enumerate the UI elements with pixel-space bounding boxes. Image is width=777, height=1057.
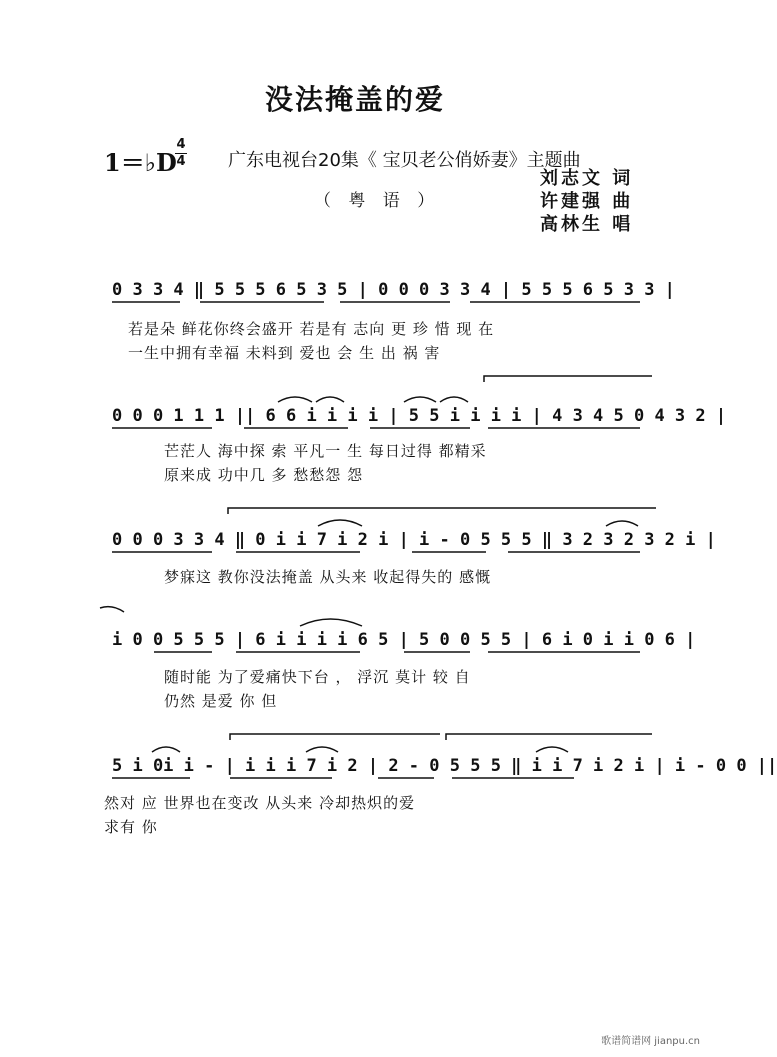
time-signature (174, 138, 188, 169)
system-1-lyrics-verse2: 一生中拥有幸福 未料到 爱也 会 生 出 祸 害 (128, 344, 441, 362)
volta-bracket-2b (446, 734, 652, 740)
credit-lyricist: 刘志文 词 (540, 168, 634, 189)
system-4-notes: i 0 0 5 5 5 | 6 i i i i 6 5 | 5 0 0 5 5 | 6 i 0 i i 0 6 | (112, 630, 696, 650)
system-3-lyrics-verse1: 梦寐这 教你没法掩盖 从头来 收起得失的 感慨 (164, 568, 492, 586)
slur (300, 619, 362, 626)
slur (404, 397, 436, 402)
song-title: 没法掩盖的爱 (264, 83, 445, 116)
volta-bracket-1b (230, 734, 440, 740)
slur (318, 520, 362, 526)
system-5-lyrics-verse2: 求有 你 (104, 818, 158, 836)
slur (152, 747, 180, 752)
credit-composer: 许建强 曲 (540, 191, 634, 212)
slur (306, 747, 338, 752)
system-2-lyrics-verse1: 芒茫人 海中探 索 平凡一 生 每日过得 都精采 (164, 442, 487, 460)
system-4-lyrics-verse2: 仍然 是爱 你 但 (164, 692, 278, 710)
system-4-lyrics-verse1: 随时能 为了爱痛快下台 ， 浮沉 莫计 较 自 (164, 668, 471, 686)
system-1-notes: 0 3 3 4 ‖ 5 5 5 6 5 3 5 | 0 0 0 3 3 4 | 5 5 5 6 5 3 3 | (112, 280, 675, 300)
time-signature-top: 4 (176, 137, 186, 152)
credit-singer: 高林生 唱 (540, 214, 634, 235)
system-5-lyrics-verse1: 然对 应 世界也在变改 从头来 冷却热炽的爱 (104, 794, 416, 812)
dialect-note: （ 粤 语 ） (314, 191, 441, 211)
system-2-lyrics-verse2: 原来成 功中几 多 愁愁怨 怨 (164, 466, 364, 484)
volta-bracket-2 (228, 508, 656, 514)
system-3-notes: 0 0 0 3 3 4 ‖ 0 i i 7 i 2 i | i - 0 5 5 5 ‖ 3 2 3 2 3 2 i | (112, 530, 716, 550)
slur (536, 747, 568, 752)
system-2-notes: 0 0 0 1 1 1 || 6 6 i i i i | 5 5 i i i i | 4 3 4 5 0 4 3 2 | (112, 406, 727, 426)
system-5-notes: 5 i 0i i - | i i i 7 i 2 | 2 - 0 5 5 5 ‖ i i 7 i 2 i | i - 0 0 || (112, 756, 777, 776)
slur (278, 397, 312, 402)
slur (606, 521, 638, 526)
time-signature-bottom: 4 (176, 154, 186, 169)
tie (100, 607, 124, 612)
slur (440, 397, 468, 402)
volta-bracket-1 (484, 376, 652, 382)
slur (316, 397, 344, 402)
key-signature: 1＝♭D (104, 148, 177, 177)
system-1-lyrics-verse1: 若是朵 鲜花你终会盛开 若是有 志向 更 珍 惜 现 在 (128, 320, 495, 338)
watermark: 歌谱简谱网 jianpu.cn (601, 1036, 700, 1047)
subtitle: 广东电视台20集《 宝贝老公俏娇妻》主题曲 (228, 150, 581, 171)
